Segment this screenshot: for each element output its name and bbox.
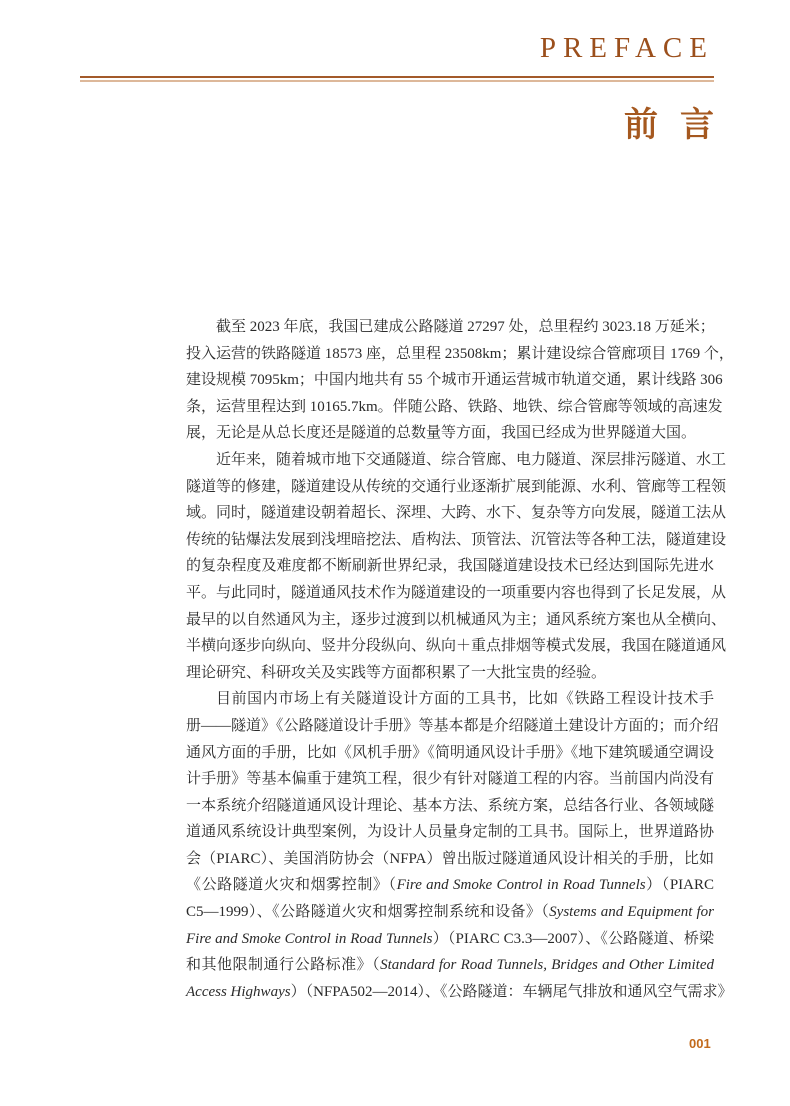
preface-body (186, 314, 734, 1005)
text-segment: 投入运营的铁路隧道 18573 座，总里程 23508km；累计建设综合管廊项目 1769 个， (186, 345, 734, 362)
text-line (186, 500, 727, 527)
text-segment: 展，无论是从总长度还是隧道的总数量等方面，我国已经成为世界隧道大国。 (186, 425, 697, 442)
text-segment: 半横向逐步向纵向、竖井分段纵向、纵向＋重点排烟等模式发展，我国在隧道通风 (186, 638, 727, 655)
text-segment: 传统的钻爆法发展到浅埋暗挖法、盾构法、顶管法、沉管法等各种工法，隧道建设 (186, 531, 727, 548)
text-line (186, 793, 714, 820)
text-segment: 隧道等的修建，隧道建设从传统的交通行业逐渐扩展到能源、水利、管廊等工程领 (186, 478, 727, 495)
text-line (186, 740, 714, 767)
text-line (186, 553, 714, 580)
text-segment: 平。与此同时，隧道通风技术作为隧道建设的一项重要内容也得到了长足发展，从 (186, 584, 727, 601)
text-segment: 目前国内市场上有关隧道设计方面的工具书，比如《铁路工程设计技术手 (216, 691, 714, 708)
text-segment: 一本系统介绍隧道通风设计理论、基本方法、系统方案，总结各行业、各领域隧 (186, 797, 714, 814)
text-segment: 道通风系统设计典型案例，为设计人员量身定制的工具书。国际上，世界道路协 (186, 824, 714, 841)
text-segment: 域。同时，隧道建设朝着超长、深埋、大跨、水下、复杂等方向发展，隧道工法从 (186, 505, 727, 522)
paragraph (186, 314, 734, 447)
italic-title-text: Fire and Smoke Control in Road Tunnels (396, 877, 646, 894)
text-line (186, 447, 727, 474)
text-line (186, 766, 714, 793)
text-segment: 截至 2023 年底，我国已建成公路隧道 27297 处，总里程约 3023.18 万延米； (216, 319, 715, 335)
text-line (186, 926, 714, 953)
text-segment: 册——隧道》《公路隧道设计手册》等基本都是介绍隧道土建设计方面的；而介绍 (186, 717, 719, 734)
text-segment: ）（PIARC (645, 877, 715, 894)
text-line (186, 686, 714, 713)
text-segment: 会（PIARC）、美国消防协会（NFPA）曾出版过隧道通风设计相关的手册，比如 (186, 850, 714, 867)
text-segment: ）（NFPA502—2014）、《公路隧道：车辆尾气排放和通风空气需求》 (290, 983, 733, 1000)
text-segment: 《公路隧道火灾和烟雾控制》（ (186, 877, 397, 894)
text-segment: 建设规模 7095km；中国内地共有 55 个城市开通运营城市轨道交通，累计线路 306 (186, 372, 723, 389)
paragraph (186, 447, 727, 686)
text-segment: C5—1999）、《公路隧道火灾和烟雾控制系统和设备》（ (186, 904, 550, 921)
text-line (186, 607, 727, 634)
text-segment: 最早的以自然通风为主，逐步过渡到以机械通风为主；通风系统方案也从全横向、 (186, 611, 727, 628)
text-segment: 近年来，随着城市地下交通隧道、综合管廊、电力隧道、深层排污隧道、水工 (216, 451, 727, 468)
italic-title-text: Standard for Road Tunnels, Bridges and Other Limited (380, 957, 714, 974)
text-line (186, 527, 727, 554)
text-line (186, 952, 714, 979)
header-rule (80, 76, 714, 78)
text-segment: 条，运营里程达到 10165.7km。伴随公路、铁路、地铁、综合管廊等领域的高速发 (186, 398, 723, 415)
text-segment: 计手册》等基本偏重于建筑工程，很少有针对隧道工程的内容。当前国内尚没有 (186, 771, 714, 788)
text-line (186, 367, 723, 394)
text-line (186, 394, 723, 421)
text-segment: 理论研究、科研攻关及实践等方面都积累了一大批宝贵的经验。 (186, 664, 607, 681)
text-line (186, 474, 727, 501)
text-line (186, 872, 714, 899)
text-segment: 的复杂程度及难度都不断刷新世界纪录，我国隧道建设技术已经达到国际先进水 (186, 558, 714, 575)
text-line (186, 314, 714, 341)
text-line (186, 899, 714, 926)
header-rule-light (80, 80, 714, 82)
text-line (186, 660, 714, 687)
chinese-title: 前言 (624, 107, 736, 144)
text-line (186, 979, 733, 1006)
text-segment: 通风方面的手册，比如《风机手册》《简明通风设计手册》《地下建筑暖通空调设 (186, 744, 714, 761)
english-title: PREFACE (539, 32, 714, 64)
italic-title-text: Access Highways (186, 983, 291, 1000)
italic-title-text: Fire and Smoke Control in Road Tunnels (186, 930, 433, 947)
text-line (186, 846, 714, 873)
italic-title-text: Systems and Equipment for (549, 904, 714, 921)
text-line (186, 713, 719, 740)
text-line (186, 580, 727, 607)
text-line (186, 633, 727, 660)
text-segment: 和其他限制通行公路标准》（ (186, 957, 381, 974)
text-line (186, 819, 714, 846)
text-segment: ）（PIARC C3.3—2007）、《公路隧道、桥梁 (432, 930, 715, 947)
text-line (186, 420, 714, 447)
paragraph (186, 686, 733, 1005)
text-line (186, 341, 734, 368)
page-number: 001 (689, 1036, 711, 1051)
